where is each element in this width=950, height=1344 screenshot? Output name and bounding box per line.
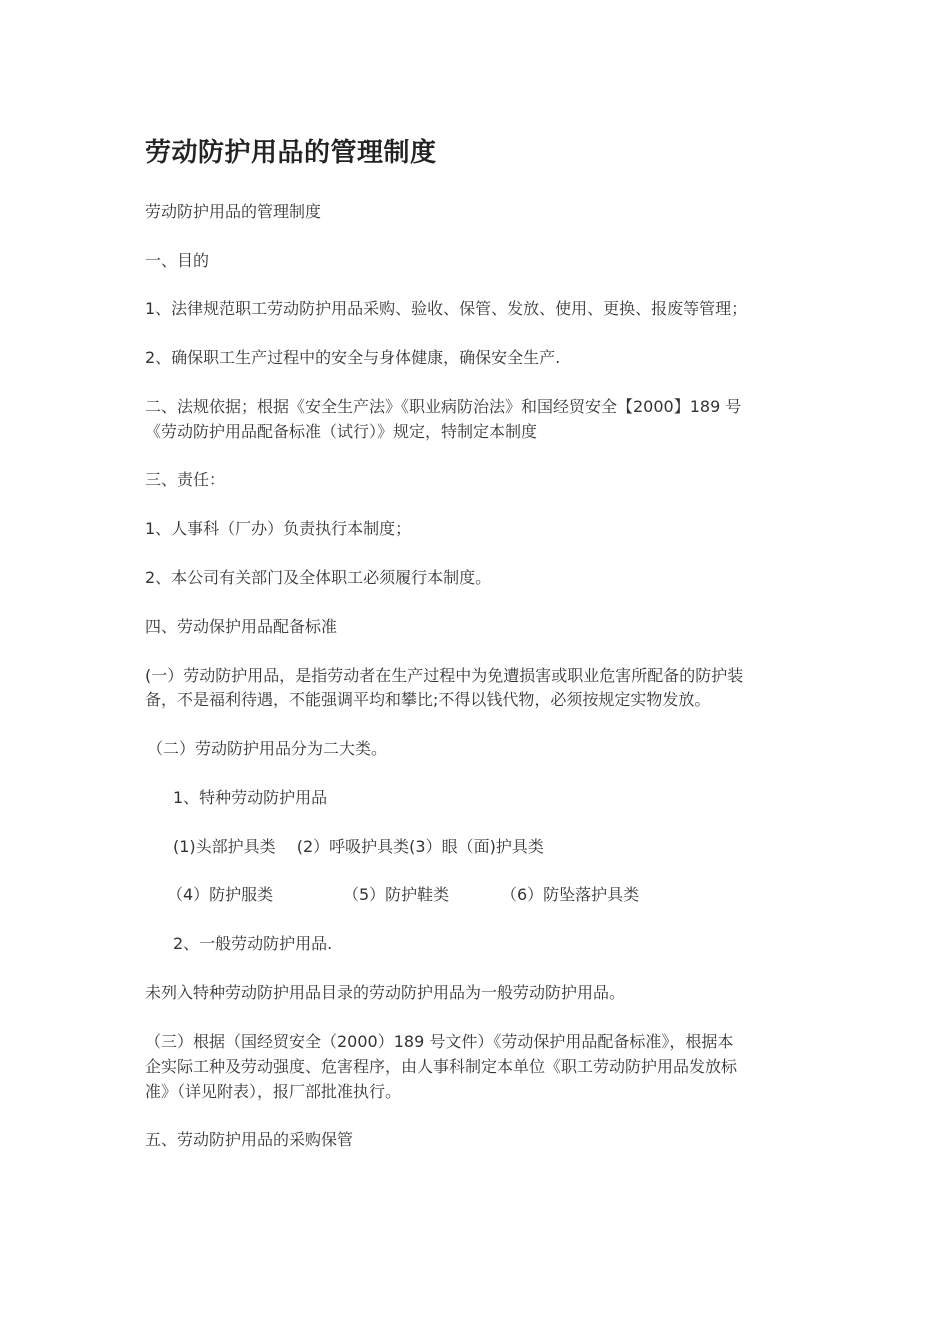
section-3-heading: 三、责任： [145, 470, 226, 489]
section-4-heading: 四、劳动保护用品配备标准 [145, 617, 338, 636]
subtitle: 劳动防护用品的管理制度 [145, 202, 322, 221]
section-1-item-2: 2、确保职工生产过程中的安全与身体健康，确保安全生产. [145, 348, 561, 367]
type-fall-protection: （6）防坠落护具类 [501, 885, 640, 904]
section-2-line-1: 二、法规依据；根据《安全生产法》《职业病防治法》和国经贸安全【2000】189 号 [145, 397, 742, 416]
section-4-para-1-line-1: (一）劳动防护用品，是指劳动者在生产过程中为免遭损害或职业危害所配备的防护装 [145, 666, 744, 685]
section-4-para-2-item-1: 1、特种劳动防护用品 [173, 788, 328, 807]
protective-types-row-1: (1)头部护具类 (2）呼吸护具类(3）眼（面)护具类 [173, 837, 544, 856]
section-4-para-2: （二）劳动防护用品分为二大类。 [147, 739, 388, 758]
section-4-para-2-item-2-desc: 未列入特种劳动防护用品目录的劳动防护用品为一般劳动防护用品。 [145, 983, 626, 1002]
type-protective-clothing: （4）防护服类 [167, 885, 274, 904]
section-3-item-2: 2、本公司有关部门及全体职工必须履行本制度。 [145, 568, 492, 587]
section-5-heading: 五、劳动防护用品的采购保管 [145, 1130, 354, 1149]
section-1-item-1: 1、法律规范职工劳动防护用品采购、验收、保管、发放、使用、更换、报废等管理； [145, 299, 748, 318]
section-4-para-3-line-3: 准》（详见附表），报厂部批准执行。 [145, 1082, 402, 1101]
section-4-para-1-line-2: 备，不是福利待遇，不能强调平均和攀比;不得以钱代物，必须按规定实物发放。 [145, 690, 711, 709]
section-4-para-3-line-1: （三）根据（国经贸安全（2000）189 号文件）《劳动保护用品配备标准》，根据本 [145, 1032, 734, 1051]
section-4-para-2-item-2: 2、一般劳动防护用品. [173, 934, 333, 953]
document-title: 劳动防护用品的管理制度 [145, 138, 437, 168]
section-3-item-1: 1、人事科（厂办）负责执行本制度； [145, 519, 412, 538]
section-1-heading: 一、目的 [145, 251, 210, 270]
type-protective-shoes: （5）防护鞋类 [343, 885, 450, 904]
section-2-line-2: 《劳动防护用品配备标准（试行）》规定，特制定本制度 [145, 422, 538, 441]
section-4-para-3-line-2: 企实际工种及劳动强度、危害程序，由人事科制定本单位《职工劳动防护用品发放标 [145, 1057, 738, 1076]
